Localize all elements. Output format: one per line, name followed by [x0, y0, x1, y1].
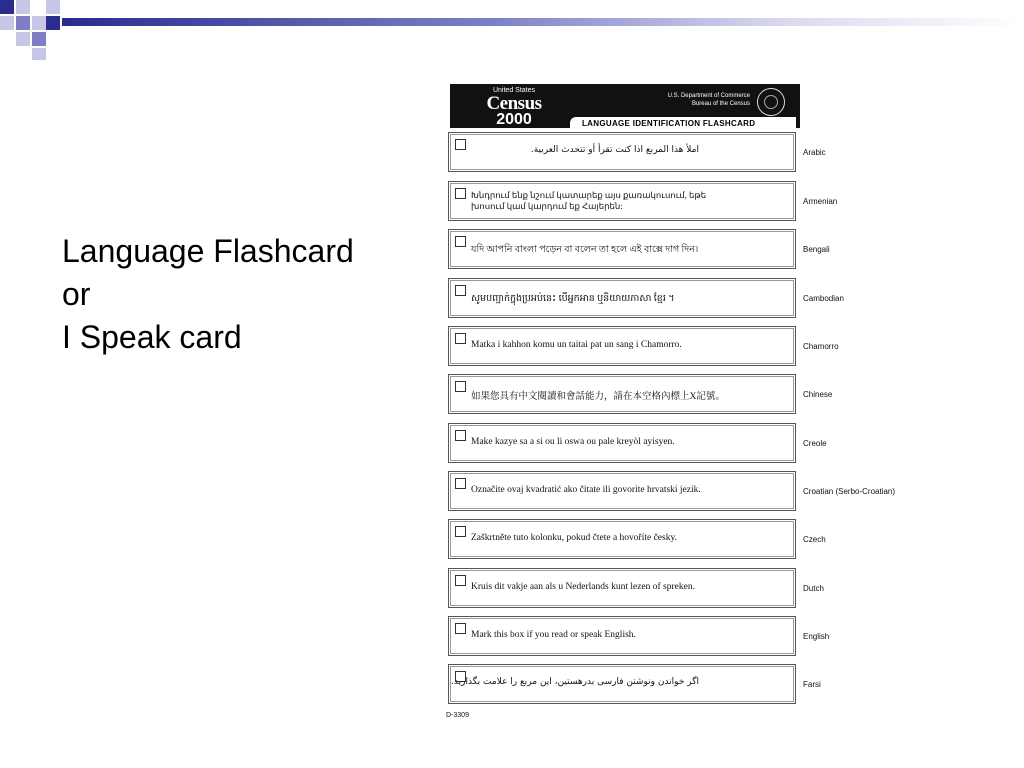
language-row	[448, 278, 796, 318]
language-checkbox[interactable]	[455, 575, 466, 586]
language-name: Arabic	[803, 148, 826, 157]
language-name: Cambodian	[803, 294, 844, 303]
language-name: Chamorro	[803, 342, 839, 351]
language-checkbox[interactable]	[455, 333, 466, 344]
language-row	[448, 471, 796, 511]
census-logo	[474, 87, 554, 127]
language-prompt: Kruis dit vakje aan als u Nederlands kunt lezen of spreken.	[471, 582, 695, 592]
language-row	[448, 374, 796, 414]
language-prompt: សូមបញ្ជាក់ក្នុងប្រអប់នេះ បើអ្នកអាន ឬនិយាយភាសា ខ្មែរ ។	[471, 294, 675, 304]
title-line-3: I Speak card	[62, 319, 242, 355]
language-name: Czech	[803, 535, 826, 544]
language-row	[448, 568, 796, 608]
language-prompt: Make kazye sa a si ou li oswa ou pale kreyòl ayisyen.	[471, 437, 675, 447]
flashcard-heading: LANGUAGE IDENTIFICATION FLASHCARD	[582, 119, 756, 128]
bureau-name: Bureau of the Census	[691, 101, 750, 107]
language-row	[448, 616, 796, 656]
language-prompt: Zaškrtněte tuto kolonku, pokud čtete a hovoříte česky.	[471, 533, 677, 543]
language-prompt: املأ هذا المربع اذا كنت تقرأ أو تتحدث العربية.	[530, 145, 699, 155]
commerce-seal-icon	[757, 88, 785, 116]
census-logo-year: 2000	[496, 111, 532, 128]
language-flashcard	[446, 84, 914, 724]
census-logo-country: United States	[492, 87, 536, 94]
slide-title	[62, 230, 402, 359]
census-logo-word: Census	[486, 93, 542, 114]
language-checkbox[interactable]	[455, 188, 466, 199]
language-name: Armenian	[803, 197, 838, 206]
language-prompt: Mark this box if you read or speak English.	[471, 630, 636, 640]
language-prompt: Označite ovaj kvadratić ako čitate ili govorite hrvatski jezik.	[471, 485, 701, 495]
department-name: U.S. Department of Commerce	[667, 93, 750, 99]
header-gradient-bar	[62, 18, 1022, 26]
language-row	[448, 181, 796, 221]
language-checkbox[interactable]	[455, 236, 466, 247]
language-checkbox[interactable]	[455, 139, 466, 150]
language-checkbox[interactable]	[455, 381, 466, 392]
language-name: English	[803, 632, 830, 641]
language-checkbox[interactable]	[455, 285, 466, 296]
department-label	[650, 92, 750, 108]
language-row	[448, 519, 796, 559]
language-checkbox[interactable]	[455, 478, 466, 489]
form-code: D-3309	[446, 712, 469, 719]
language-name: Creole	[803, 439, 827, 448]
language-prompt: Matka i kahhon komu un taitai pat un sang i Chamorro.	[471, 340, 682, 350]
language-prompt: Խնդրում ենք նշում կատարեք այս քառակուսում, եթե խոսում կամ կարդում եք Հայերեն:	[471, 190, 707, 211]
title-line-1: Language Flashcard	[62, 233, 354, 269]
language-prompt: 如果您具有中文閱讀和會話能力，請在本空格內標上X記號。	[471, 392, 725, 402]
language-row	[448, 664, 796, 704]
language-row	[448, 423, 796, 463]
language-name: Bengali	[803, 245, 830, 254]
language-name: Chinese	[803, 390, 833, 399]
language-checkbox[interactable]	[455, 526, 466, 537]
title-line-2: or	[62, 276, 91, 312]
language-checkbox[interactable]	[455, 430, 466, 441]
language-row	[448, 229, 796, 269]
language-name: Farsi	[803, 680, 821, 689]
language-row	[448, 326, 796, 366]
language-name: Dutch	[803, 584, 824, 593]
language-prompt: اگر خواندن ونوشتن فارسی بدرهستین، این مربع را علامت بگذارید.	[451, 677, 699, 687]
language-name: Croatian (Serbo-Croatian)	[803, 487, 896, 496]
language-prompt: যদি আপনি বাংলা পড়েন বা বলেন তা হলে এই বাক্সে দাগ দিন।	[471, 245, 699, 255]
language-row	[448, 132, 796, 172]
language-checkbox[interactable]	[455, 623, 466, 634]
